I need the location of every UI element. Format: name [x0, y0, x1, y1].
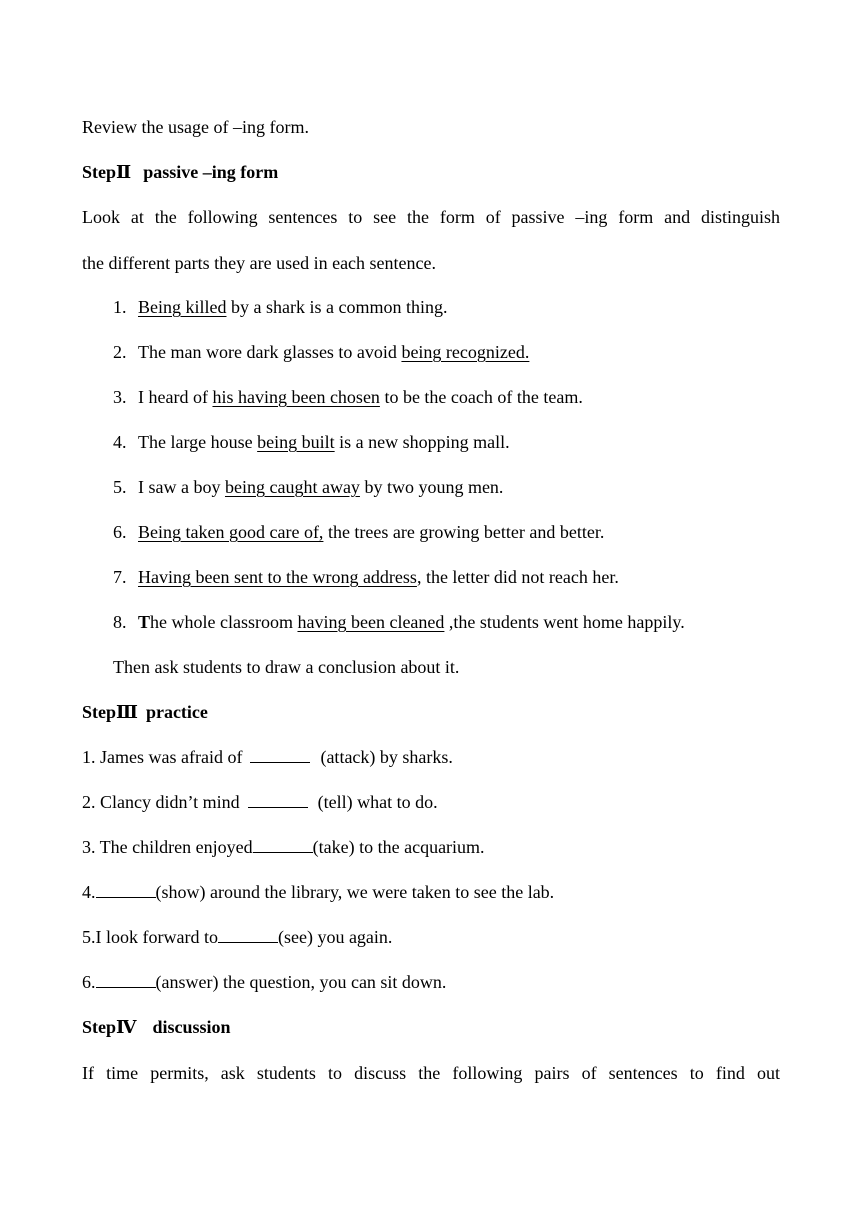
sentence-number: 6.	[113, 522, 127, 542]
step3-title: practice	[145, 702, 208, 722]
sentence-5	[113, 476, 503, 498]
answer-blank[interactable]	[218, 927, 278, 943]
sentence-number: 5.	[113, 477, 127, 497]
sentence-post: is a new shopping mall.	[334, 432, 510, 452]
sentence-7	[113, 566, 619, 588]
exercise-hint: (take) to the acquarium.	[312, 837, 485, 857]
sentence-underlined: Being killed	[138, 297, 227, 317]
answer-blank[interactable]	[250, 747, 310, 763]
exercise-text: 1. James was afraid of	[82, 747, 243, 767]
answer-blank[interactable]	[96, 882, 156, 898]
sentence-number: 1.	[113, 297, 127, 317]
sentence-8	[113, 611, 685, 633]
sentence-number: 4.	[113, 432, 127, 452]
step4-text: If time permits, ask students to discuss the following pairs of sentences to find out	[82, 1063, 780, 1083]
answer-blank[interactable]	[253, 837, 313, 853]
exercise-6	[82, 971, 446, 993]
step2-instruction-line2: the different parts they are used in each sentence.	[82, 253, 437, 273]
step2-instruction-line1: Look at the following sentences to see the form of passive –ing form and distinguish	[82, 207, 780, 227]
step2-label: StepⅡ	[82, 162, 132, 182]
step4-title: discussion	[152, 1017, 231, 1037]
sentence-pre-bold: T	[138, 612, 151, 632]
exercise-hint: (attack) by sharks.	[320, 747, 453, 767]
sentence-post: to be the coach of the team.	[379, 387, 583, 407]
sentence-number: 2.	[113, 342, 127, 362]
exercise-3	[82, 836, 485, 858]
exercise-2	[82, 791, 438, 813]
exercise-hint: (see) you again.	[277, 927, 393, 947]
exercise-text: 6.	[82, 972, 96, 992]
exercise-text: 5.I look forward to	[82, 927, 218, 947]
sentence-6	[113, 521, 604, 543]
exercise-text: 2. Clancy didn’t mind	[82, 792, 240, 812]
sentence-underlined: being recognized.	[401, 342, 530, 362]
sentence-1	[113, 296, 447, 318]
sentence-post: , the letter did not reach her.	[416, 567, 619, 587]
sentence-underlined: being built	[257, 432, 335, 452]
intro-text: Review the usage of –ing form.	[82, 117, 309, 137]
sentence-underlined: being caught away	[224, 477, 360, 497]
sentence-underlined: having been cleaned	[297, 612, 445, 632]
sentence-underlined: his having been chosen	[212, 387, 380, 407]
sentence-number: 8.	[113, 612, 127, 632]
sentence-4	[113, 431, 510, 453]
exercise-hint: (tell) what to do.	[317, 792, 438, 812]
sentence-pre: I saw a boy	[138, 477, 225, 497]
exercise-hint: (answer) the question, you can sit down.	[155, 972, 447, 992]
sentence-pre: The large house	[138, 432, 258, 452]
conclusion-text: Then ask students to draw a conclusion about it.	[113, 657, 460, 677]
exercise-text: 4.	[82, 882, 96, 902]
exercise-4	[82, 881, 554, 903]
sentence-2	[113, 341, 529, 363]
sentence-underlined: Having been sent to the wrong address	[138, 567, 417, 587]
exercise-hint: (show) around the library, we were taken to see the lab.	[155, 882, 555, 902]
sentence-post: the trees are growing better and better.	[323, 522, 605, 542]
sentence-post: by a shark is a common thing.	[226, 297, 448, 317]
exercise-5	[82, 926, 392, 948]
sentence-post: by two young men.	[359, 477, 504, 497]
step3-label: StepⅢ	[82, 702, 138, 722]
sentence-pre: I heard of	[138, 387, 213, 407]
exercise-1	[82, 746, 453, 768]
step2-title: passive –ing form	[143, 162, 279, 182]
sentence-post: ,the students went home happily.	[444, 612, 685, 632]
sentence-pre: he whole classroom	[150, 612, 298, 632]
sentence-3	[113, 386, 583, 408]
answer-blank[interactable]	[96, 972, 156, 988]
sentence-number: 3.	[113, 387, 127, 407]
sentence-number: 7.	[113, 567, 127, 587]
step4-label: StepⅣ	[82, 1017, 137, 1037]
sentence-underlined: Being taken good care of,	[138, 522, 324, 542]
sentence-pre: The man wore dark glasses to avoid	[138, 342, 402, 362]
step3-heading	[82, 701, 208, 723]
exercise-text: 3. The children enjoyed	[82, 837, 253, 857]
step4-heading	[82, 1016, 230, 1038]
answer-blank[interactable]	[248, 792, 308, 808]
step2-heading	[82, 161, 278, 183]
